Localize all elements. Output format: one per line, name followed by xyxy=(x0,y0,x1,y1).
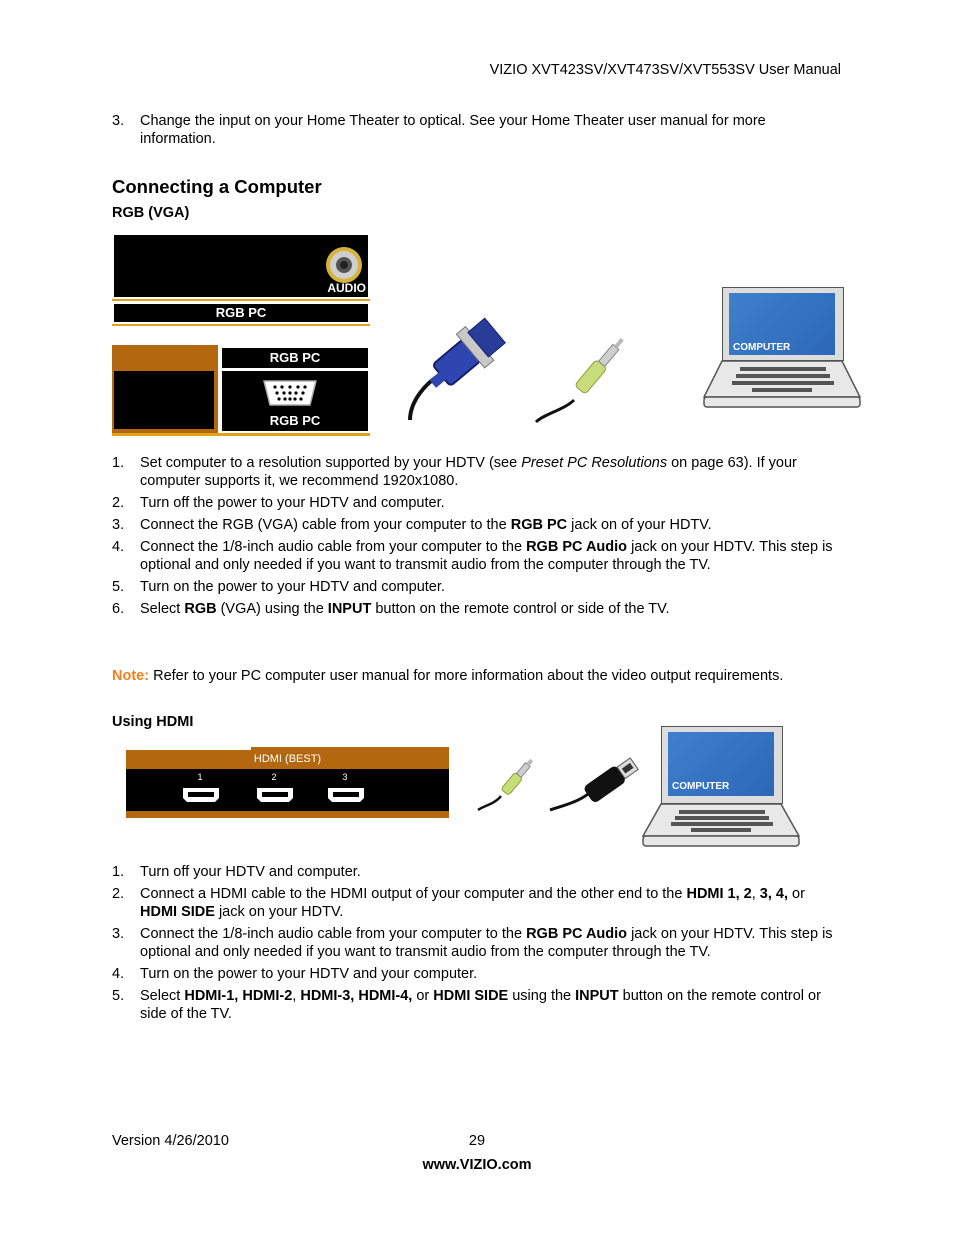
hdmi-cable-icon xyxy=(548,752,648,812)
note-text: Refer to your PC computer user manual for more information about the video output requirements. xyxy=(149,668,784,684)
list-item: 5. Turn on the power to your HDTV and computer. xyxy=(112,579,445,595)
audio-cable-icon xyxy=(534,328,646,424)
list-item: 3. Connect the RGB (VGA) cable from your computer to the RGB PC jack on of your HDTV. xyxy=(112,517,712,533)
vga-cable-icon xyxy=(405,312,520,424)
rgbpc-bar: RGB PC xyxy=(114,304,368,322)
list-item: 5. Select HDMI-1, HDMI-2, HDMI-3, HDMI-4, or HDMI SIDE using the INPUT button on the remote control or side of the TV. xyxy=(112,988,821,1022)
note-label: Note: xyxy=(112,668,150,684)
list-item: 3. Connect the 1/8-inch audio cable from your computer to the RGB PC Audio jack on your HDTV. This step is optional and only needed if you want to transmit audio from the computer through the TV. xyxy=(112,926,833,960)
audio-cable-icon xyxy=(477,752,547,812)
laptop-screen xyxy=(729,293,835,355)
hdmi-port-icon xyxy=(327,787,365,803)
step-text: Change the input on your Home Theater to optical. See your Home Theater user manual for more information. xyxy=(140,113,766,147)
hdmi-port-icon xyxy=(256,787,294,803)
page-number: 29 xyxy=(468,1133,486,1149)
list-item: 6. Select RGB (VGA) using the INPUT button on the remote control or side of the TV. xyxy=(112,601,670,617)
note xyxy=(112,667,852,685)
intro-step xyxy=(112,112,842,152)
audio-jack-icon xyxy=(324,245,364,285)
hdmi-port-3-label: 3 xyxy=(342,772,348,782)
rgb-subtitle: RGB (VGA) xyxy=(112,205,190,221)
rgb-panel-illustration xyxy=(112,233,370,436)
laptop-screen xyxy=(668,732,774,796)
vga-port-icon xyxy=(260,377,320,409)
rgbpc-port-label: RGB PC xyxy=(269,413,321,428)
hdmi-ports xyxy=(126,769,449,811)
footer-url: www.VIZIO.com xyxy=(422,1157,532,1173)
computer-laptop xyxy=(702,287,862,411)
hdmi-subtitle: Using HDMI xyxy=(112,714,194,730)
computer-laptop-hdmi xyxy=(641,726,801,850)
hdmi-port-1-label: 1 xyxy=(197,772,203,782)
manual-title: VIZIO XVT423SV/XVT473SV/XVT553SV User Manual xyxy=(489,62,841,78)
list-item: 2. Turn off the power to your HDTV and computer. xyxy=(112,495,445,511)
list-item: 4. Connect the 1/8-inch audio cable from your computer to the RGB PC Audio jack on your HDTV. This step is optional and only needed if you want to transmit audio from the computer through the TV. xyxy=(112,539,833,573)
rgb-steps xyxy=(84,454,844,622)
computer-label: COMPUTER xyxy=(733,342,791,353)
list-item: 4. Turn on the power to your HDTV and your computer. xyxy=(112,966,478,982)
version-text: Version 4/26/2010 xyxy=(112,1133,229,1149)
hdmi-panel-illustration xyxy=(126,747,449,818)
list-item: 1. Set computer to a resolution supported by your HDTV (see Preset PC Resolutions on page 63). If your computer supports it, we recommend 1920x1080. xyxy=(112,455,797,489)
hdmi-port-icon xyxy=(182,787,220,803)
computer-label: COMPUTER xyxy=(672,781,730,792)
list-item: 1. Turn off your HDTV and computer. xyxy=(112,864,361,880)
audio-label: AUDIO xyxy=(327,281,366,295)
hdmi-steps xyxy=(84,863,844,1027)
hdmi-label: HDMI (BEST) xyxy=(253,753,322,765)
vga-port-panel xyxy=(222,371,368,431)
rgbpc-bar-2: RGB PC xyxy=(222,348,368,368)
audio-panel xyxy=(114,235,368,297)
list-item: 2. Connect a HDMI cable to the HDMI output of your computer and the other end to the HDMI 1, 2, 3, 4, or HDMI SIDE jack on your HDTV. xyxy=(112,886,805,920)
hdmi-port-2-label: 2 xyxy=(271,772,277,782)
section-title: Connecting a Computer xyxy=(112,176,322,197)
step-number: 3. xyxy=(112,113,125,129)
